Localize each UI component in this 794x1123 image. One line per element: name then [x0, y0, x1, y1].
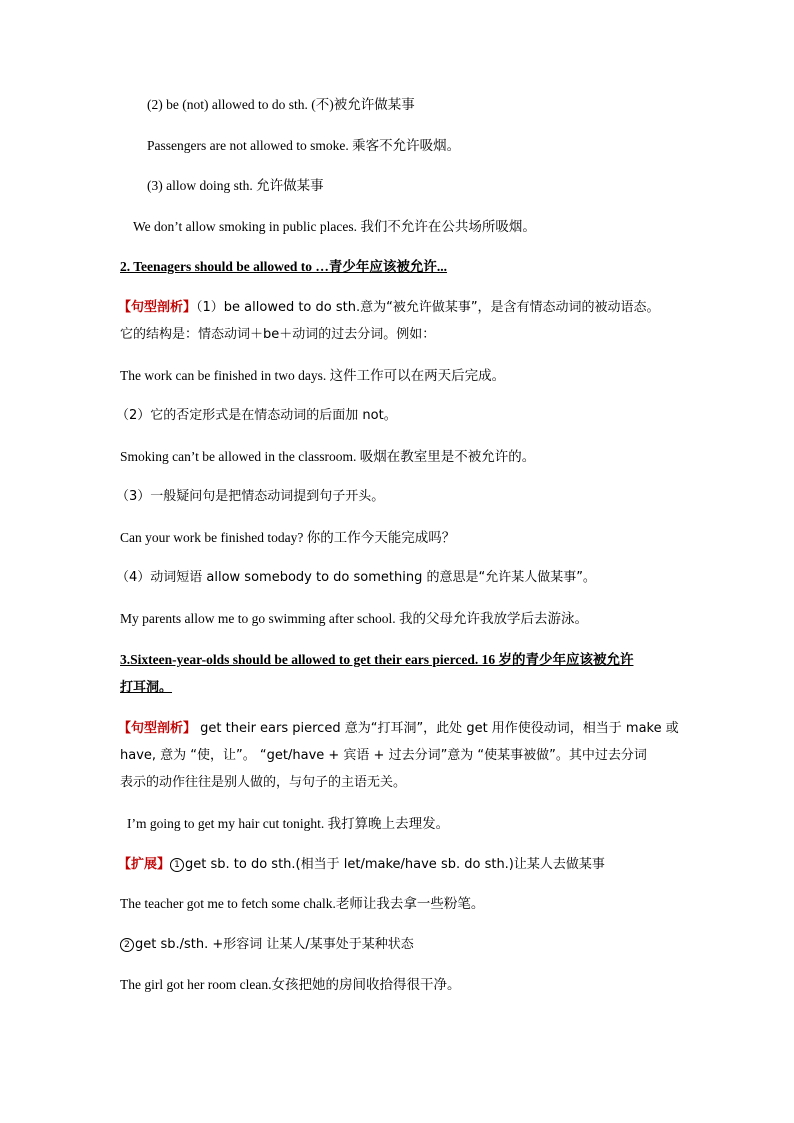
section-heading-3-cont: 打耳洞。 — [120, 680, 173, 695]
example-line: Can your work be finished today? 你的工作今天能完成吗？ — [120, 530, 456, 545]
circled-number: 1 — [170, 858, 184, 872]
circled-number: 2 — [120, 938, 134, 952]
text-line: (2) be (not) allowed to do sth. (不)被允许做某事 — [147, 97, 415, 112]
paragraph-text: （1）be allowed to do sth.意为“被允许做某事”，是含有情态动词的被动语态。 — [196, 300, 660, 315]
text-line: (3) allow doing sth. 允许做某事 — [147, 178, 324, 193]
paragraph-line: （4）动词短语 allow somebody to do something 的意思是“允许某人做某事”。 — [116, 570, 596, 585]
extension-line — [118, 855, 605, 874]
paragraph-line: 表示的动作往往是别人做的，与句子的主语无关。 — [120, 775, 407, 790]
example-line: The work can be finished in two days. 这件工作可以在两天后完成。 — [120, 368, 506, 383]
analysis-tag: 【句型剖析】 — [118, 721, 197, 736]
extension-tag: 【扩展】 — [118, 857, 171, 872]
extension-text: get sb. to do sth.(相当于 let/make/have sb. do sth.)让某人去做某事 — [185, 857, 605, 872]
paragraph-line: （2）它的否定形式是在情态动词的后面加 not。 — [116, 408, 397, 423]
example-line: The teacher got me to fetch some chalk.老师让我去拿一些粉笔。 — [120, 896, 485, 911]
example-line: I’m going to get my hair cut tonight. 我打算晚上去理发。 — [127, 816, 450, 831]
section-heading-3: 3.Sixteen-year-olds should be allowed to get their ears pierced. 16 岁的青少年应该被允许 — [120, 652, 634, 667]
analysis-tag: 【句型剖析】 — [118, 300, 197, 315]
paragraph-line: have, 意为 “使，让”。 “get/have + 宾语 + 过去分词”意为 “使某事被做”。其中过去分词 — [120, 748, 647, 763]
extension-line — [120, 935, 414, 954]
paragraph-line — [118, 719, 679, 738]
example-line: The girl got her room clean.女孩把她的房间收拾得很干净。 — [120, 977, 461, 992]
section-heading-2: 2. Teenagers should be allowed to …青少年应该被允许... — [120, 259, 448, 274]
text-line: We don’t allow smoking in public places. 我们不允许在公共场所吸烟。 — [133, 219, 536, 234]
paragraph-line — [118, 298, 660, 317]
paragraph-line: （3）一般疑问句是把情态动词提到句子开头。 — [116, 489, 385, 504]
example-line: Smoking can’t be allowed in the classroom. 吸烟在教室里是不被允许的。 — [120, 449, 536, 464]
paragraph-text: get their ears pierced 意为“打耳洞”，此处 get 用作使役动词，相当于 make 或 — [196, 721, 679, 736]
example-line: My parents allow me to go swimming after school. 我的父母允许我放学后去游泳。 — [120, 611, 588, 626]
text-line: Passengers are not allowed to smoke. 乘客不允许吸烟。 — [147, 138, 461, 153]
paragraph-line: 它的结构是：情态动词＋be＋动词的过去分词。例如： — [120, 327, 436, 342]
extension-text: get sb./sth. +形容词 让某人/某事处于某种状态 — [135, 937, 414, 952]
